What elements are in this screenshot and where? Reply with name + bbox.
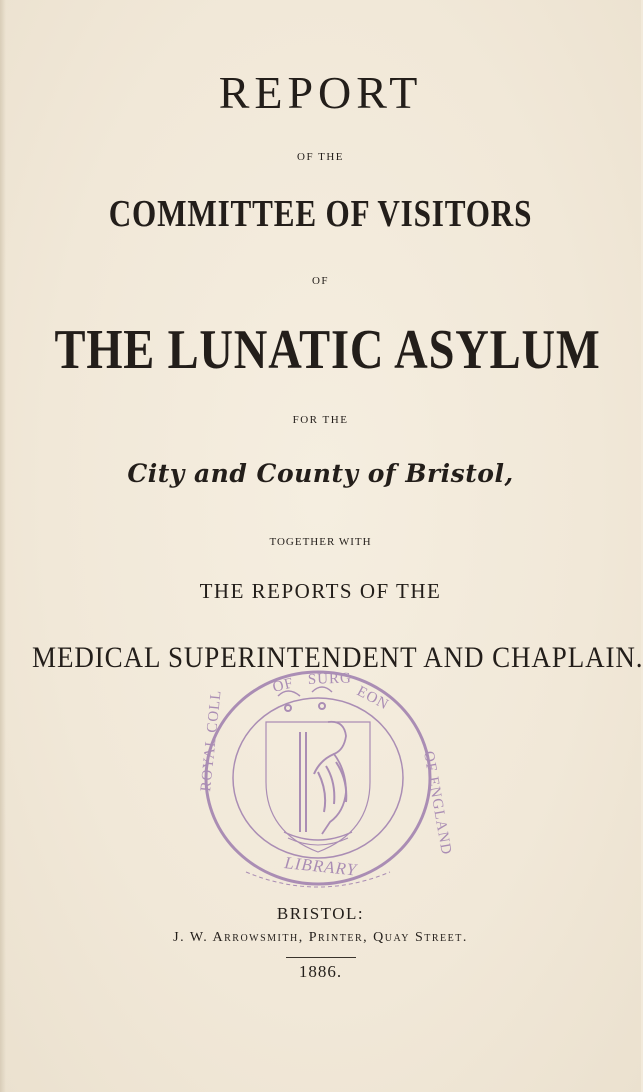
city-county-heading: City and County of Bristol, [127, 459, 514, 488]
committee-heading: COMMITTEE OF VISITORS [108, 193, 533, 235]
svg-text:LIBRARY: LIBRARY [283, 853, 358, 880]
reports-of-the-heading: THE REPORTS OF THE [199, 579, 442, 603]
report-heading: REPORT [218, 67, 423, 118]
svg-text:OF ENGLAND: OF ENGLAND [420, 749, 455, 857]
medical-superintendent-heading: MEDICAL SUPERINTENDENT AND CHAPLAIN. [32, 641, 643, 674]
of-text: OF [311, 275, 330, 287]
publication-year: 1886. [298, 962, 343, 981]
svg-text:OF: OF [271, 675, 296, 696]
of-the-text: OF THE [297, 151, 344, 163]
for-the-text: FOR THE [292, 414, 349, 426]
place-of-publication: BRISTOL: [276, 904, 365, 923]
svg-text:EON: EON [354, 683, 392, 714]
together-with-text: TOGETHER WITH [269, 536, 372, 548]
library-stamp-seal [196, 662, 455, 894]
printer-imprint: J. W. Arrowsmith, Printer, Quay Street. [173, 930, 468, 945]
asylum-heading: THE LUNATIC ASYLUM [54, 319, 601, 381]
svg-text:SURG: SURG [307, 670, 353, 688]
svg-text:ROYAL COLL: ROYAL COLL [198, 688, 225, 793]
divider-rule [286, 957, 356, 958]
